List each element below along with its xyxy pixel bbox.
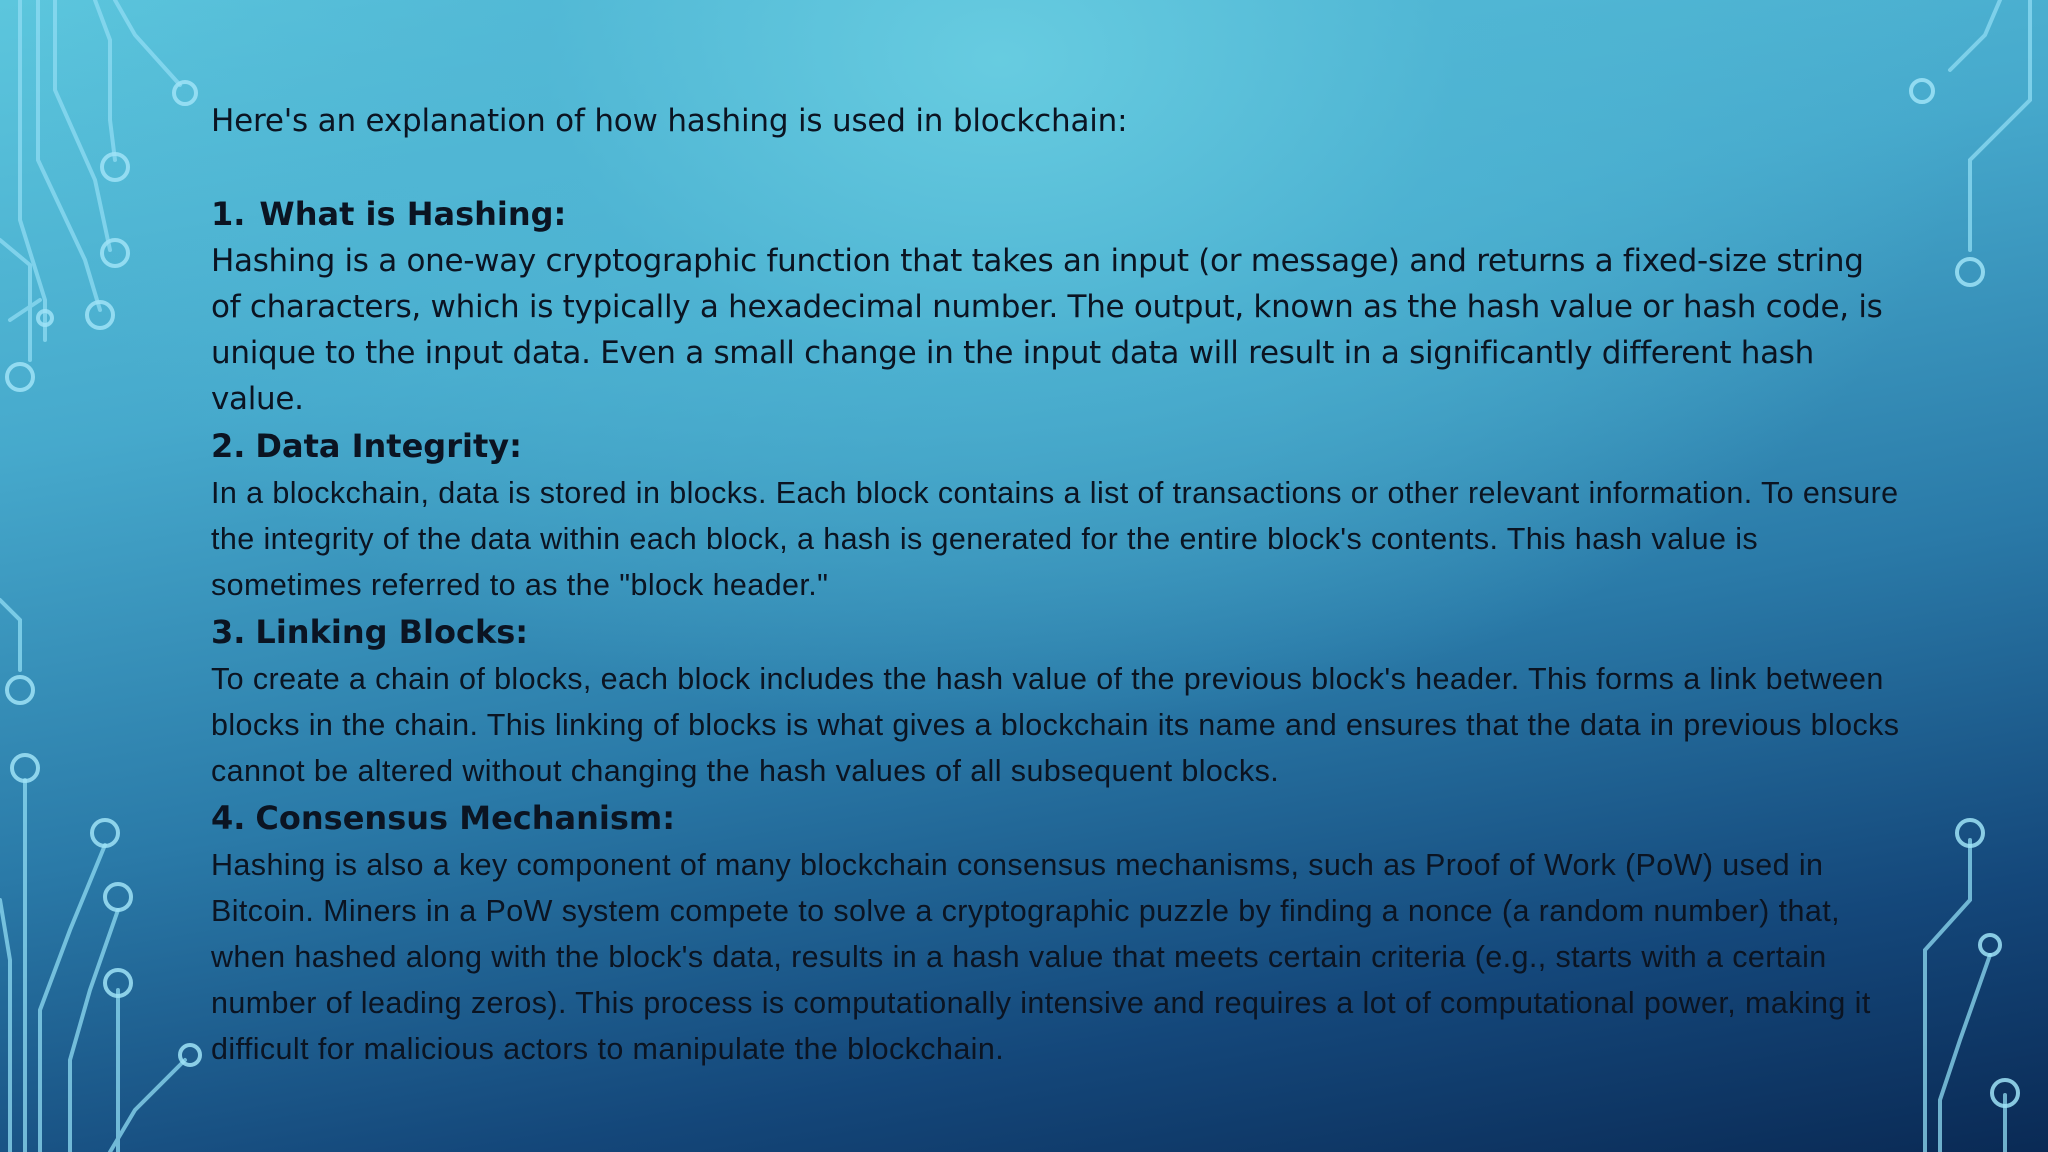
slide-intro: Here's an explanation of how hashing is used in blockchain: — [211, 103, 1128, 139]
section-heading — [211, 794, 1901, 842]
section-body: Hashing is also a key component of many blockchain consensus mechanisms, such as Proof of Work (PoW) used in Bitcoin. Miners in a PoW system compete to solve a cryptographic puzzle by finding a nonce (a random number) that, when hashed along with the block's data, results in a hash value that meets certain criteria (e.g., starts with a certain number of leading zeros). This process is computationally intensive and requires a lot of computational power, making it difficult for malicious actors to manipulate the blockchain. — [211, 848, 1871, 1066]
section-number: 3. — [211, 613, 246, 651]
section-heading — [211, 608, 1901, 656]
section-number: 4. — [211, 799, 246, 837]
section-body: In a blockchain, data is stored in blocks. Each block contains a list of transactions or other relevant information. To ensure the integrity of the data within each block, a hash is generated for the entire block's contents. This hash value is sometimes referred to as the "block header." — [211, 476, 1899, 602]
section-number: 2. — [211, 427, 246, 465]
section-title: Linking Blocks: — [255, 613, 529, 651]
section-body: Hashing is a one-way cryptographic function that takes an input (or message) and returns a fixed-size string of characters, which is typically a hexadecimal number. The output, known as the hash value or hash code, is unique to the input data. Even a small change in the input data will result in a significantly different hash value. — [211, 243, 1883, 417]
section-title: Data Integrity: — [255, 427, 522, 465]
slide-content — [211, 98, 1901, 1072]
section-heading — [211, 422, 1901, 470]
section-number: 1. — [211, 195, 246, 233]
section-what-is-hashing — [211, 190, 1901, 422]
section-body: To create a chain of blocks, each block includes the hash value of the previous block's header. This forms a link between blocks in the chain. This linking of blocks is what gives a blockchain its name and ensures that the data in previous blocks cannot be altered without changing the hash values of all subsequent blocks. — [211, 662, 1900, 788]
section-title: What is Hashing: — [259, 195, 567, 233]
section-title: Consensus Mechanism: — [255, 799, 676, 837]
section-heading — [211, 190, 1901, 238]
section-linking-blocks — [211, 608, 1901, 794]
section-consensus-mechanism — [211, 794, 1901, 1072]
section-data-integrity — [211, 422, 1901, 608]
